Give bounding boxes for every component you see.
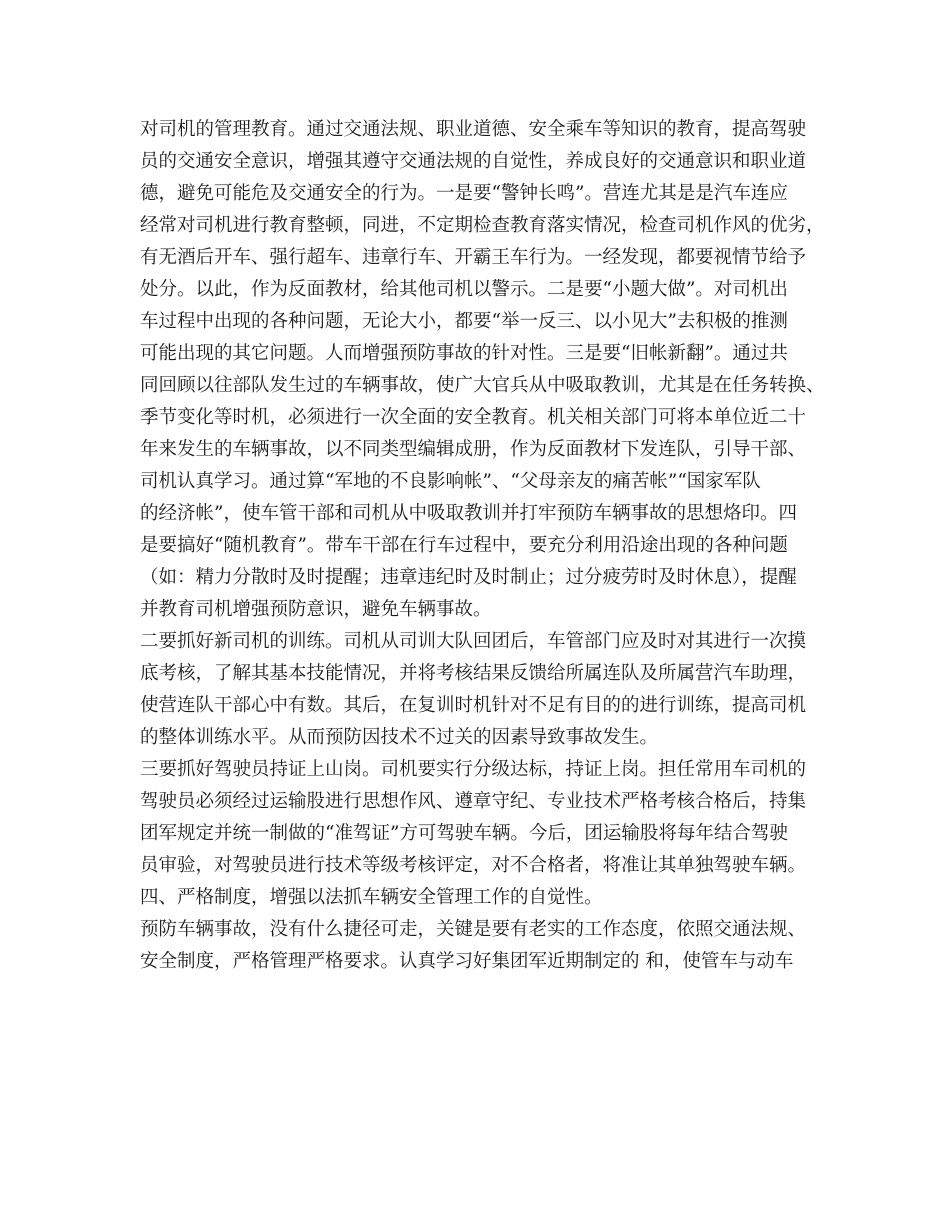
text-line: 三要抓好驾驶员持证上山岗。司机要实行分级达标，持证上岗。担任常用车司机的 [140,759,807,780]
text-line: 使营连队干部心中有数。其后，在复训时机针对不足有目的的进行训练，提高司机 [140,695,807,716]
text-line: 的经济帐”，使车管干部和司机从中吸取教训并打牢预防车辆事故的思想烙印。四 [140,503,797,524]
text-line: 年来发生的车辆事故，以不同类型编辑成册，作为反面教材下发连队，引导干部、 [140,439,807,460]
text-line: 的整体训练水平。从而预防因技术不过关的因素导致事故发生。 [140,727,659,748]
text-line: 处分。以此，作为反面教材，给其他司机以警示。二是要“小题大做”。对司机出 [140,279,788,300]
text-line: 员的交通安全意识，增强其遵守交通法规的自觉性，养成良好的交通意识和职业道 [140,151,807,172]
text-line: 四、严格制度，增强以法抓车辆安全管理工作的自觉性。 [140,887,603,908]
text-line: 员审验，对驾驶员进行技术等级考核评定，对不合格者，将准让其单独驾驶车辆。 [140,855,807,876]
text-line: 季节变化等时机，必须进行一次全面的安全教育。机关相关部门可将本单位近二十 [140,407,807,428]
document-body [140,114,830,978]
text-line: 底考核，了解其基本技能情况，并将考核结果反馈给所属连队及所属营汽车助理， [140,663,807,684]
text-line: 对司机的管理教育。通过交通法规、职业道德、安全乘车等知识的教育，提高驾驶 [140,119,807,140]
text-line: 驾驶员必须经过运输股进行思想作风、遵章守纪、专业技术严格考核合格后，持集 [140,791,807,812]
text-line: 同回顾以往部队发生过的车辆事故，使广大官兵从中吸取教训，尤其是在任务转换、 [140,375,825,396]
text-line: 预防车辆事故，没有什么捷径可走，关键是要有老实的工作态度，依照交通法规、 [140,919,807,940]
text-line: 经常对司机进行教育整顿，同进，不定期检查教育落实情况，检查司机作风的优劣， [140,215,825,236]
text-line: 车过程中出现的各种问题，无论大小，都要“举一反三、以小见大”去积极的推测 [140,311,788,332]
text-line: 并教育司机增强预防意识，避免车辆事故。 [140,599,492,620]
text-line: 有无酒后开车、强行超车、违章行车、开霸王车行为。一经发现，都要视情节给予 [140,247,807,268]
text-line: 是要搞好“随机教育”。带车干部在行车过程中，要充分利用沿途出现的各种问题 [140,535,788,556]
text-line: 团军规定并统一制做的“准驾证”方可驾驶车辆。今后，团运输股将每年结合驾驶 [140,823,788,844]
text-line: 司机认真学习。通过算“军地的不良影响帐”、“父母亲友的痛苦帐”“国家军队 [140,471,761,492]
text-line: 德，避免可能危及交通安全的行为。一是要“警钟长鸣”。营连尤其是是汽车连应 [140,183,788,204]
text-line: （如：精力分散时及时提醒；违章违纪时及时制止；过分疲劳时及时休息），提醒 [140,567,797,588]
text-line: 二要抓好新司机的训练。司机从司训大队回团后，车管部门应及时对其进行一次摸 [140,631,807,652]
text-line: 安全制度，严格管理严格要求。认真学习好集团军近期制定的 和，使管车与动车 [140,951,794,972]
text-line: 可能出现的其它问题。人而增强预防事故的针对性。三是要“旧帐新翻”。通过共 [140,343,788,364]
